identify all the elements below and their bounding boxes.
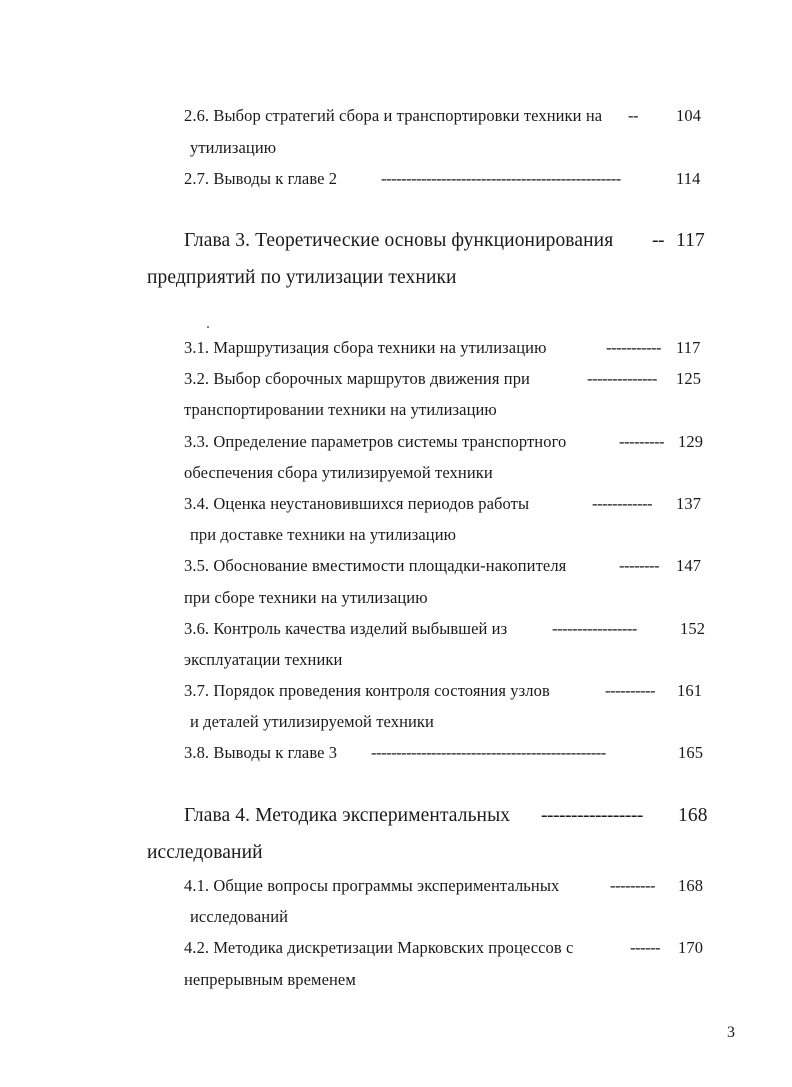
toc-entry-3-5-title-cont: при сборе техники на утилизацию (184, 588, 428, 607)
toc-entry-4-2-title-cont: непрерывным временем (184, 970, 356, 989)
toc-entry-3-8-page: 165 (678, 743, 704, 762)
toc-entry-4-2-leader: ------ (630, 938, 660, 957)
toc-entry-4-1-leader: --------- (610, 876, 655, 895)
toc-entry-3-3-page: 129 (678, 432, 704, 451)
toc-entry-4-1-title: 4.1. Общие вопросы программы экспериментальных (184, 876, 560, 895)
toc-entry-3-8-title: 3.8. Выводы к главе 3 (184, 743, 338, 762)
toc-chapter-4-title: Глава 4. Методика экспериментальных (184, 805, 511, 826)
toc-chapter-4-page: 168 (678, 805, 708, 826)
toc-entry-3-1-page: 117 (676, 338, 701, 357)
toc-entry-3-4-title: 3.4. Оценка неустановившихся периодов работы (184, 494, 530, 513)
toc-entry-2-7-title: 2.7. Выводы к главе 2 (184, 169, 338, 188)
toc-entry-2-7-page: 114 (676, 169, 701, 188)
toc-entry-2-6-leader: -- (628, 106, 638, 125)
toc-entry-3-2-title: 3.2. Выбор сборочных маршрутов движения при (184, 369, 530, 388)
scan-speck (207, 326, 209, 328)
toc-entry-4-2-page: 170 (678, 938, 704, 957)
toc-entry-3-2-title-cont: транспортировании техники на утилизацию (184, 400, 497, 419)
toc-entry-3-4-page: 137 (676, 494, 702, 513)
toc-entry-4-1-page: 168 (678, 876, 704, 895)
toc-chapter-3-title-cont: предприятий по утилизации техники (147, 267, 457, 288)
toc-entry-3-4-leader: ------------ (592, 494, 652, 513)
toc-chapter-3-page: 117 (676, 230, 705, 251)
toc-entry-3-6-leader: ----------------- (552, 619, 637, 638)
toc-entry-3-2-leader: -------------- (587, 369, 657, 388)
toc-entry-3-7-page: 161 (677, 681, 703, 700)
toc-entry-3-5-leader: -------- (619, 556, 659, 575)
toc-entry-3-1-leader: ----------- (606, 338, 661, 357)
toc-entry-3-3-title: 3.3. Определение параметров системы транспортного (184, 432, 567, 451)
toc-chapter-4-title-cont: исследований (147, 842, 263, 863)
toc-entry-2-6-title: 2.6. Выбор стратегий сбора и транспортировки техники на (184, 106, 603, 125)
toc-entry-3-3-title-cont: обеспечения сбора утилизируемой техники (184, 463, 493, 482)
toc-chapter-3-leader: -- (652, 230, 664, 251)
toc-entry-3-1-title: 3.1. Маршрутизация сбора техники на утилизацию (184, 338, 547, 357)
toc-entry-3-2-page: 125 (676, 369, 702, 388)
toc-entry-3-6-title-cont: эксплуатации техники (184, 650, 343, 669)
toc-chapter-4-leader: ----------------- (541, 805, 643, 826)
toc-entry-3-7-title: 3.7. Порядок проведения контроля состояния узлов (184, 681, 550, 700)
toc-entry-3-7-leader: ---------- (605, 681, 655, 700)
toc-entry-3-6-page: 152 (680, 619, 706, 638)
toc-entry-4-1-title-cont: исследований (190, 907, 289, 926)
toc-entry-3-5-title: 3.5. Обоснование вместимости площадки-накопителя (184, 556, 567, 575)
toc-chapter-3-title: Глава 3. Теоретические основы функционирования (184, 230, 614, 251)
toc-entry-2-6-title-cont: утилизацию (190, 138, 277, 157)
toc-entry-3-6-title: 3.6. Контроль качества изделий выбывшей из (184, 619, 508, 638)
toc-entry-2-7-leader: ------------------------------------------------ (381, 169, 621, 188)
toc-entry-3-4-title-cont: при доставке техники на утилизацию (190, 525, 457, 544)
toc-entry-3-8-leader: ----------------------------------------------- (371, 743, 606, 762)
toc-entry-2-6-page: 104 (676, 106, 702, 125)
toc-entry-3-3-leader: --------- (619, 432, 664, 451)
toc-entry-3-5-page: 147 (676, 556, 702, 575)
toc-entry-4-2-title: 4.2. Методика дискретизации Марковских процессов с (184, 938, 574, 957)
toc-entry-3-7-title-cont: и деталей утилизируемой техники (190, 712, 434, 731)
page-number: 3 (727, 1024, 735, 1041)
